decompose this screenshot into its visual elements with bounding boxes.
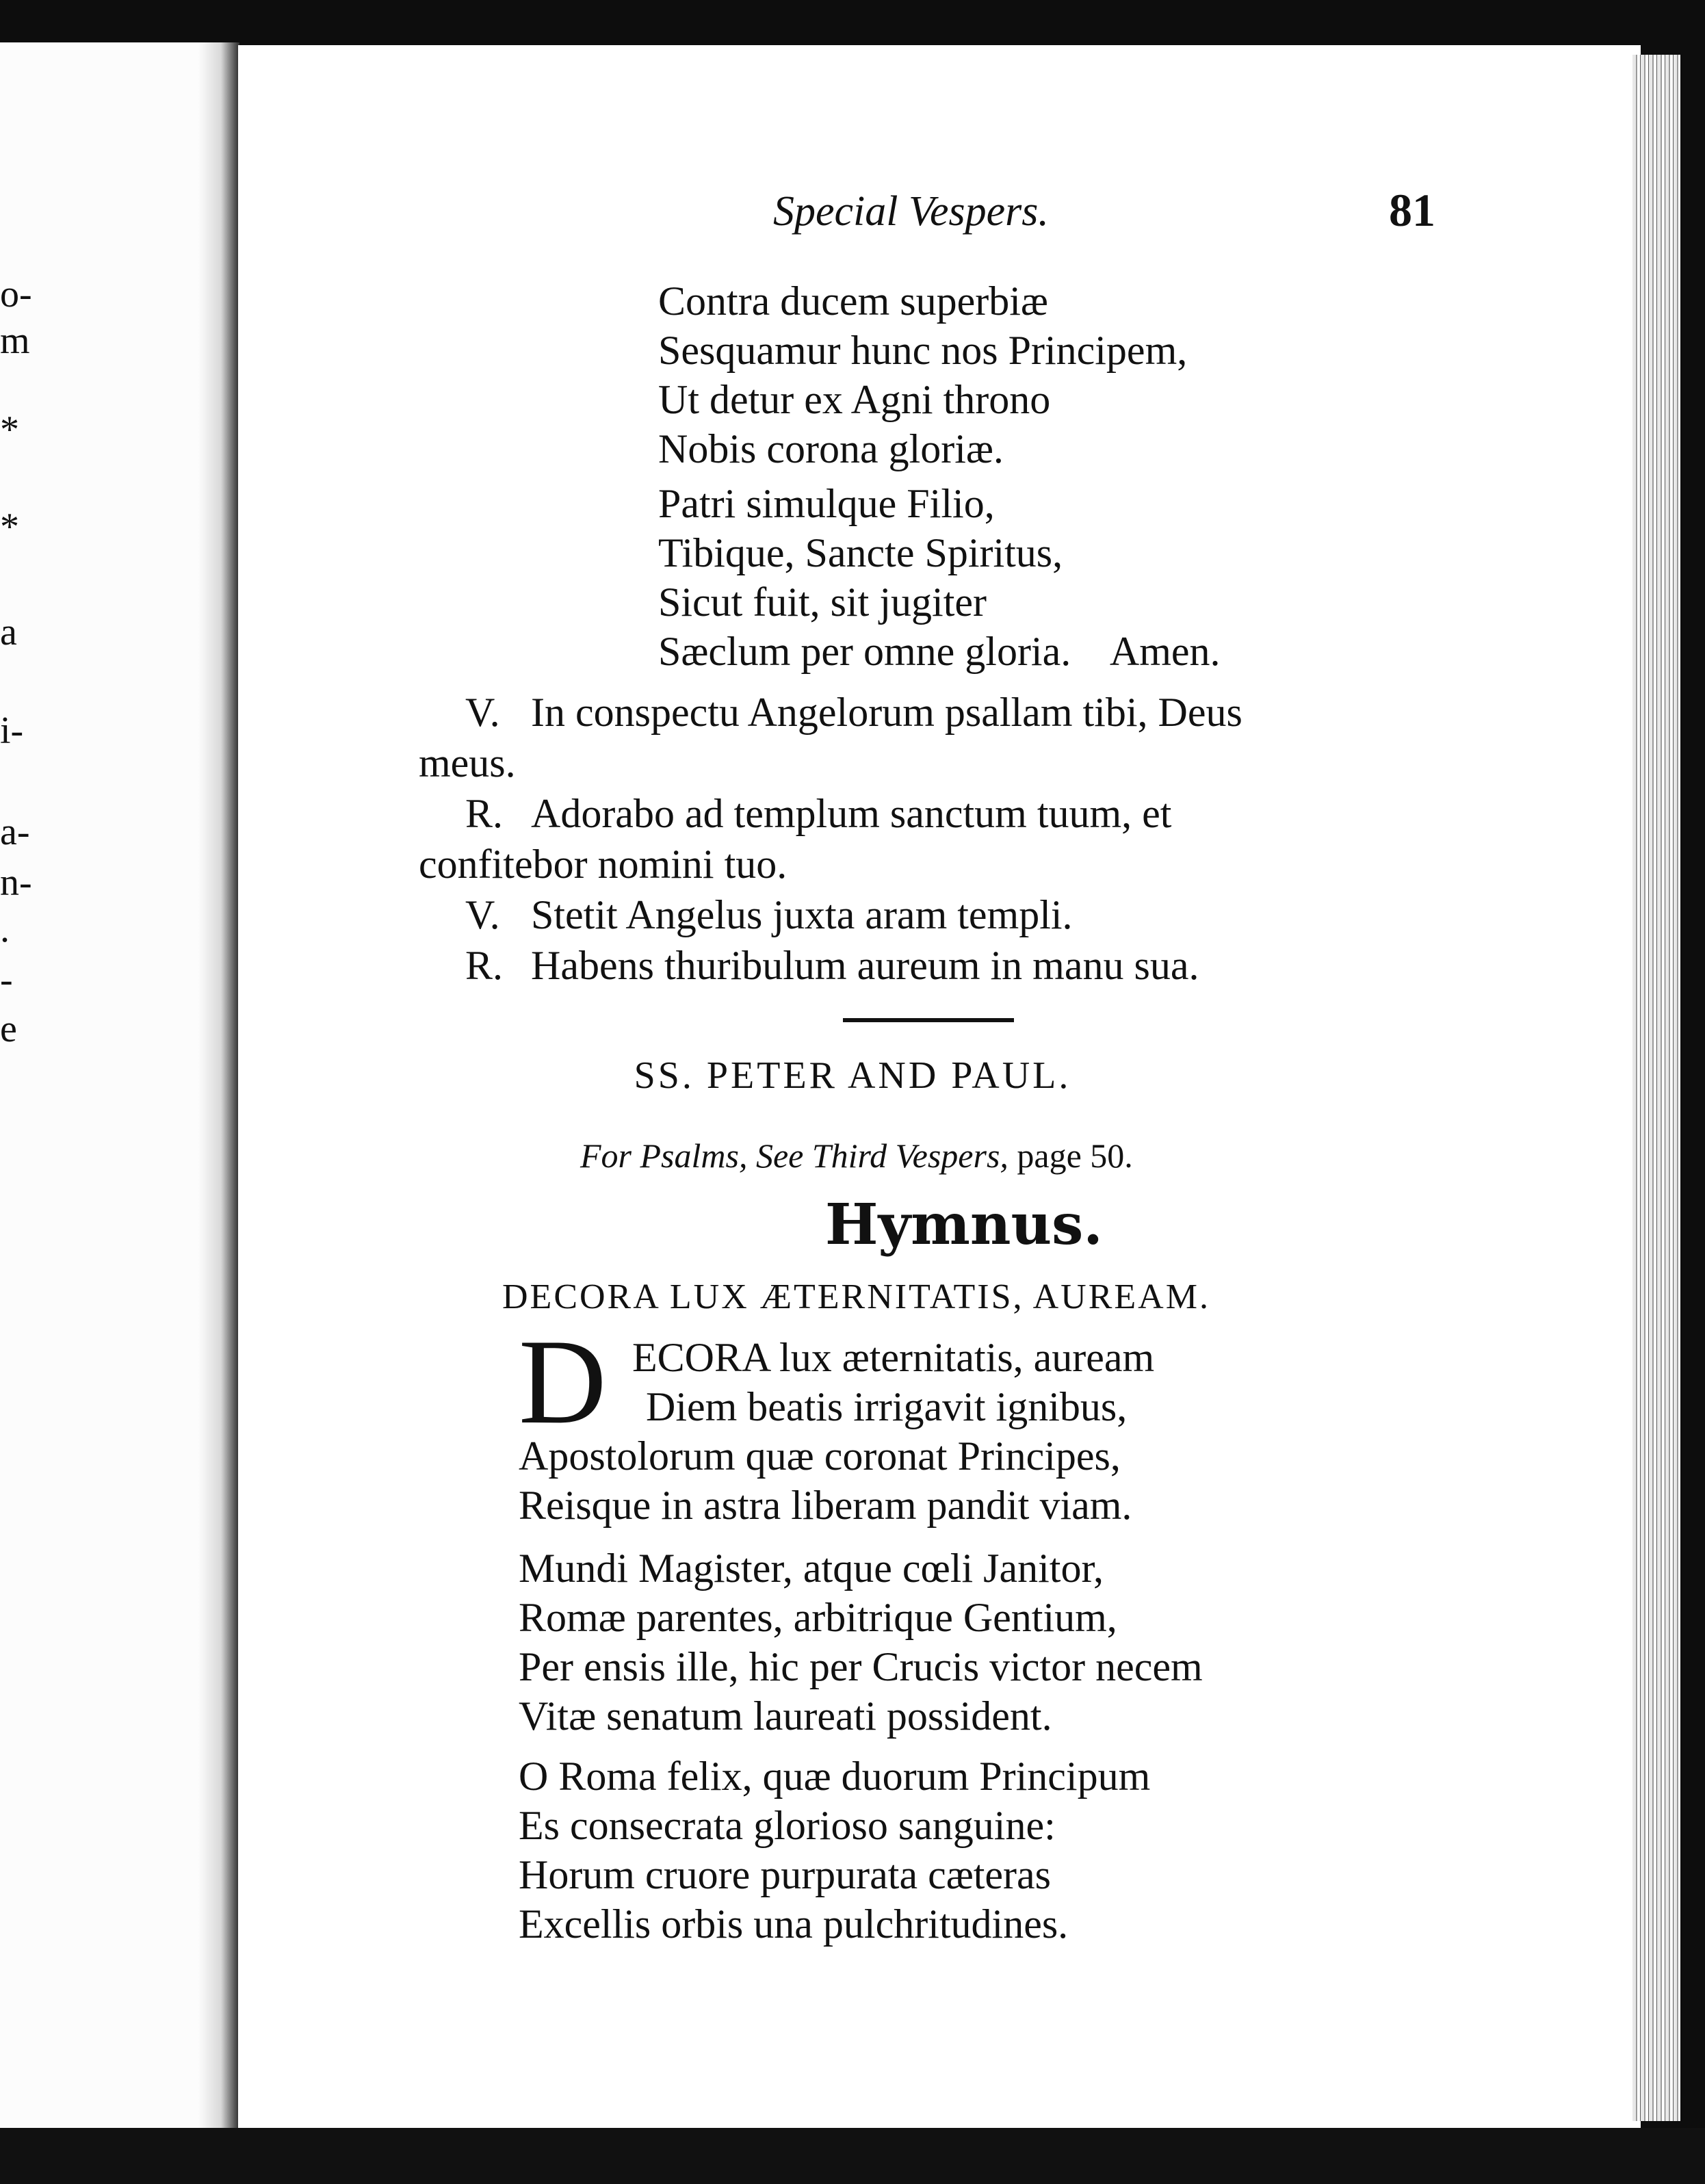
versicle-text: In conspectu Angelorum psallam tibi, Deus bbox=[531, 690, 1242, 735]
scan-border bbox=[0, 2128, 1705, 2184]
hymn-stanza bbox=[519, 1752, 1150, 1949]
response-text: Adorabo ad templum sanctum tuum, et bbox=[531, 791, 1172, 836]
left-page-fragment: o- bbox=[0, 273, 32, 315]
left-page-fragment: m bbox=[0, 320, 30, 362]
hymn-stanza-opening bbox=[632, 1333, 1154, 1431]
left-page-fragment: i- bbox=[0, 710, 24, 752]
page-number: 81 bbox=[1389, 184, 1435, 236]
verse-line: Sesquamur hunc nos Principem, bbox=[658, 328, 1188, 373]
left-page-fragment: * bbox=[0, 506, 19, 548]
hymn-stanza bbox=[658, 276, 1187, 473]
hymn-title: DECORA LUX ÆTERNITATIS, AUREAM. bbox=[502, 1277, 1210, 1316]
versicle-continuation: meus. bbox=[419, 740, 516, 785]
left-page-fragment: a- bbox=[0, 811, 30, 853]
psalm-reference-italic: For Psalms, See Third Vespers, bbox=[580, 1136, 1008, 1175]
left-page-fragment: - bbox=[0, 959, 13, 1001]
response bbox=[419, 788, 1448, 839]
left-page-fragment: a bbox=[0, 611, 17, 653]
versicle-mark: V. bbox=[465, 892, 500, 937]
verse-line: Mundi Magister, atque cœli Janitor, bbox=[519, 1546, 1104, 1591]
versicle-text: Stetit Angelus juxta aram templi. bbox=[531, 892, 1073, 937]
verse-line: Es consecrata glorioso sanguine: bbox=[519, 1803, 1056, 1848]
psalm-reference-page: page 50. bbox=[1008, 1136, 1133, 1175]
versicle bbox=[419, 687, 1448, 738]
doxology-stanza bbox=[658, 479, 1221, 676]
verse-line: ECORA lux æternitatis, auream bbox=[632, 1335, 1155, 1380]
response-mark: R. bbox=[465, 943, 504, 988]
hymnus-heading: Hymnus. bbox=[825, 1192, 1103, 1258]
verse-line: Tibique, Sancte Spiritus, bbox=[658, 530, 1063, 575]
left-page-fragment: . bbox=[0, 908, 10, 950]
left-page-fragment: * bbox=[0, 408, 19, 451]
psalm-reference bbox=[580, 1136, 1133, 1175]
verse-line: Excellis orbis una pulchritudines. bbox=[519, 1901, 1069, 1947]
verse-line: Patri simulque Filio, bbox=[658, 481, 995, 526]
verse-line: Horum cruore purpurata cæteras bbox=[519, 1852, 1052, 1897]
verse-line: Apostolorum quæ coronat Principes, bbox=[519, 1433, 1121, 1479]
hymn-stanza-continued bbox=[519, 1431, 1132, 1530]
verse-line: Romæ parentes, arbitrique Gentium, bbox=[519, 1595, 1117, 1640]
verse-line: O Roma felix, quæ duorum Principum bbox=[519, 1754, 1151, 1799]
section-title: SS. PETER AND PAUL. bbox=[634, 1054, 1071, 1097]
verse-line: Per ensis ille, hic per Crucis victor necem bbox=[519, 1644, 1203, 1689]
response-text: Habens thuribulum aureum in manu sua. bbox=[531, 943, 1199, 988]
verse-line: Sicut fuit, sit jugiter bbox=[658, 580, 987, 625]
response-continuation: confitebor nomini tuo. bbox=[419, 842, 788, 887]
verse-line: Reisque in astra liberam pandit viam. bbox=[519, 1483, 1132, 1528]
versicle-mark: V. bbox=[465, 690, 500, 735]
left-page-fragment: e bbox=[0, 1008, 17, 1050]
response bbox=[419, 940, 1448, 991]
hymn-stanza bbox=[519, 1544, 1203, 1741]
verse-line: Diem beatis irrigavit ignibus, bbox=[646, 1384, 1128, 1429]
running-head: Special Vespers. bbox=[773, 188, 1049, 235]
response-mark: R. bbox=[465, 791, 504, 836]
verse-line: Ut detur ex Agni throno bbox=[658, 377, 1051, 422]
versicles-block bbox=[419, 687, 1448, 991]
verse-line: Vitæ senatum laureati possident. bbox=[519, 1693, 1052, 1739]
drop-cap: D bbox=[519, 1314, 607, 1449]
section-divider bbox=[843, 1018, 1014, 1022]
verse-line: Contra ducem superbiæ bbox=[658, 278, 1048, 324]
versicle bbox=[419, 889, 1448, 940]
left-page-fragment: n- bbox=[0, 861, 32, 904]
verse-line: Nobis corona gloriæ. bbox=[658, 426, 1004, 471]
verse-line: Sæclum per omne gloria. Amen. bbox=[658, 629, 1221, 674]
